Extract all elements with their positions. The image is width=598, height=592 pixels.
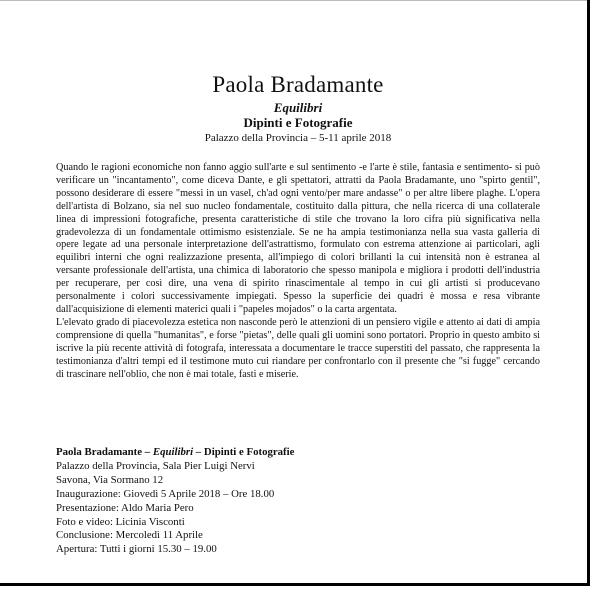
exhibition-title: Equilibri: [273, 100, 323, 115]
event-closing: Conclusione: Mercoledì 11 Aprile: [56, 529, 203, 542]
event-venue: Palazzo della Provincia, Sala Pier Luigi Nervi: [56, 459, 255, 472]
event-address: Savona, Via Sormano 12: [56, 473, 164, 486]
event-presentation: Presentazione: Aldo Maria Pero: [56, 501, 194, 514]
exhibition-subtitle: Dipinti e Fotografie: [243, 115, 353, 130]
event-hours: Apertura: Tutti i giorni 15.30 – 19.00: [56, 543, 217, 556]
venue-dates: Palazzo della Provincia – 5-11 aprile 2018: [204, 132, 392, 144]
event-heading-name: Paola Bradamante –: [56, 446, 153, 458]
event-heading-rest: – Dipinti e Fotografie: [193, 446, 295, 458]
event-info: [56, 446, 540, 557]
body-text: [56, 162, 540, 381]
paragraph-1: Quando le ragioni economiche non fanno aggio sull'arte e sul sentimento -e l'arte è stile, fantasia e sentimento- si può verificare un "incantamento", come diceva Dante, e gli spettatori, attratti da Paola Bradamante, uno "spirto gentil", possono desiderare di essere "messi in un vasel, ch'ad ogni vento/per mare andasse" o per altre libere plaghe. L'opera dell'artista di Bolzano, sia nel suo nucleo fondamentale, costituito dalla pittura, che nella ricerca di una collaterale linea di impressioni fotografiche, presenta caratteristiche di stile che trovano la loro cifra più significativa nella gradevolezza di un fondamentale ottimismo esistenziale. Se ne ha ampia testimonianza nella sua vasta galleria di opere legate ad una personale interpretazione dell'astrattismo, formulato con estrema attenzione ai particolari, agli equilibri interni che ogni realizzazione presenta, all'impiego di colori brillanti la cui intensità non è estranea al versante professionale dell'artista, una chimica di laboratorio che spesso manipola e migliora i prodotti dell'industria per recuperare, per così dire, una vena di spirito rinascimentale al tempo in cui gli artisti si producevano personalmente i colori successivamente impiegati. Spesso la superficie dei quadri è mossa e resa vibrante dall'acquisizione di elementi materici quali i "papeles mojados" o la carta argentata.: [56, 162, 540, 315]
document-title: Paola Bradamante: [212, 72, 384, 97]
event-photo-video: Foto e video: Licinia Visconti: [56, 515, 185, 528]
paragraph-2: L'elevato grado di piacevolezza estetica non nasconde però le attenzioni di un pensiero vigile e attento ai dati di ampia comprensione di quella "humanitas", e forse "pietas", delle quali gli uomini sono portatori. Proprio in questo ambito si iscrive la più recente attività di fotografa, interessata a documentare le tracce superstiti del passato, che rappresenta la testimonianza d'altri tempi ed il testimone muto cui riandare per confrontarlo con il presente che "si fugge" cercando di trascinare nell'oblio, che non è mai totale, fasti e miserie.: [56, 316, 540, 380]
event-opening: Inaugurazione: Giovedì 5 Aprile 2018 – Ore 18.00: [56, 487, 275, 500]
event-heading: [56, 446, 540, 460]
event-heading-italic: Equilibri: [152, 446, 194, 458]
